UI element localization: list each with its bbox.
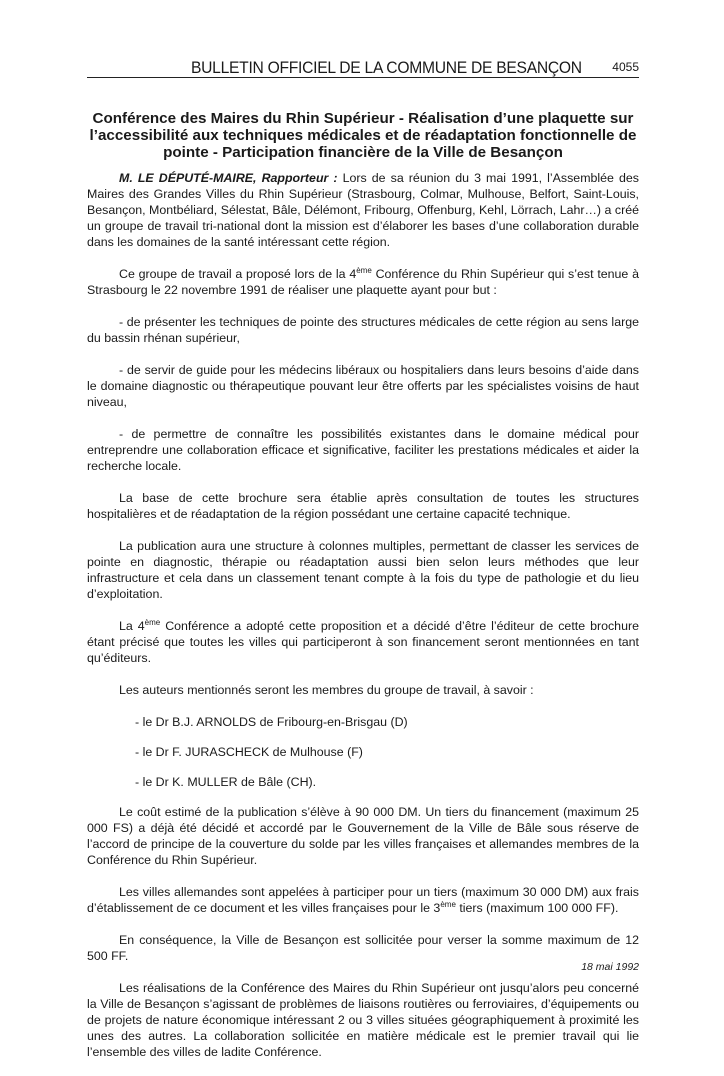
- footer-date: 18 mai 1992: [581, 961, 639, 973]
- superscript: ème: [440, 900, 456, 909]
- author-item: - le Dr K. MULLER de Bâle (CH).: [135, 775, 317, 789]
- page-number: 4055: [612, 60, 639, 74]
- paragraph-intro: [87, 170, 639, 250]
- paragraph-basis: La base de cette brochure sera établie après consultation de toutes les structures hospitalières et de réadaptation de la région possédant une certaine capacité technique.: [87, 491, 639, 521]
- paragraph-structure: La publication aura une structure à colonnes multiples, permettant de classer les services de pointe en diagnostic, thérapie ou réadaptation aussi bien selon leurs méthodes que leur infrastructure et cela dans un classement tenant compte à la fois du type de pathologie et du lieu d’exploitation.: [87, 539, 639, 601]
- paragraph-text: Lors de sa réunion du 3 mai 1991, l’Assemblée des Maires des Grandes Villes du Rhin Supérieur (Strasbourg, Colmar, Mulhouse, Belfort, Saint-Louis, Besançon, Montbéliard, Sélestat, Bâle, Délémont, Fribourg, Offenburg, Kehl, Lörrach, Lahr…) a créé un groupe de travail tri-national dont la mission est d’élaborer les bases d’une collaboration durable dans les domaines de la santé intéressant cette région.: [87, 171, 639, 249]
- superscript: ème: [144, 618, 161, 627]
- superscript: ème: [356, 266, 372, 275]
- paragraph-adoption: [87, 618, 639, 666]
- paragraph-cost: Le coût estimé de la publication s’élève à 90 000 DM. Un tiers du financement (maximum 25 000 FS) a déjà été décidé et accordé par le Gouvernement de la Ville de Bâle sous réserve de l’accord de principe de la couverture du solde par les villes françaises et allemandes membres de la Conférence du Rhin Supérieur.: [87, 805, 639, 867]
- paragraph-goal-2: - de servir de guide pour les médecins libéraux ou hospitaliers dans leurs besoins d’aide dans le domaine diagnostic ou thérapeutique pouvant leur être offerts par les spécialistes voisins de haut niveau,: [87, 363, 639, 409]
- document-body: [87, 170, 639, 1076]
- rapporteur-label: M. LE DÉPUTÉ-MAIRE, Rapporteur :: [119, 171, 338, 185]
- bulletin-title: BULLETIN OFFICIEL DE LA COMMUNE DE BESANÇON: [191, 58, 582, 77]
- paragraph-goal-3: - de permettre de connaître les possibilités existantes dans le domaine médical pour entreprendre une collaboration efficace et significative, faciliter les prestations médicales et aider la recherche locale.: [87, 427, 639, 473]
- header-divider: [87, 77, 639, 78]
- paragraph-authors-intro: Les auteurs mentionnés seront les membres du groupe de travail, à savoir :: [119, 683, 534, 697]
- paragraph-proposal: [87, 266, 639, 298]
- paragraph-goal-1: - de présenter les techniques de pointe des structures médicales de cette région au sens large du bassin rhénan supérieur,: [87, 315, 639, 345]
- author-item: - le Dr F. JURASCHECK de Mulhouse (F): [135, 745, 363, 759]
- paragraph-text: Conférence a adopté cette proposition et a décidé d’être l’éditeur de cette brochure étant précisé que toutes les villes qui participeront à son financement seront mentionnées en tant qu’éditeurs.: [87, 619, 639, 665]
- paragraph-text: Conférence du Rhin Supérieur qui s’est tenue à Strasbourg le 22 novembre 1991 de réaliser une plaquette ayant pour but :: [87, 267, 639, 297]
- paragraph-request: En conséquence, la Ville de Besançon est sollicitée pour verser la somme maximum de 12 500 FF.: [87, 933, 639, 963]
- document-title: Conférence des Maires du Rhin Supérieur - Réalisation d’une plaquette sur l’accessibilité aux techniques médicales et de réadaptation fonctionnelle de pointe - Participation financière de la Ville de Besançon: [89, 110, 637, 161]
- page-header: [87, 56, 639, 80]
- paragraph-text: tiers (maximum 100 000 FF).: [455, 901, 619, 915]
- author-item: - le Dr B.J. ARNOLDS de Fribourg-en-Brisgau (D): [135, 715, 408, 729]
- paragraph-text: La 4: [119, 619, 145, 633]
- paragraph-text: Ce groupe de travail a proposé lors de la 4: [119, 267, 357, 281]
- paragraph-text: Les villes allemandes sont appelées à participer pour un tiers (maximum 30 000 DM) aux frais d’établissement de ce document et les villes françaises pour le 3: [87, 885, 639, 915]
- paragraph-funding: [87, 884, 639, 916]
- paragraph-conclusion: Les réalisations de la Conférence des Maires du Rhin Supérieur ont jusqu’alors peu concerné la Ville de Besançon s’agissant de problèmes de liaisons routières ou ferroviaires, d’équipements ou de projets de nature économique intéressant 2 ou 3 villes situées géographiquement à proximité les unes des autres. La collaboration sollicitée en matière médicale est le premier travail qui lie l’ensemble des villes de ladite Conférence.: [87, 981, 639, 1059]
